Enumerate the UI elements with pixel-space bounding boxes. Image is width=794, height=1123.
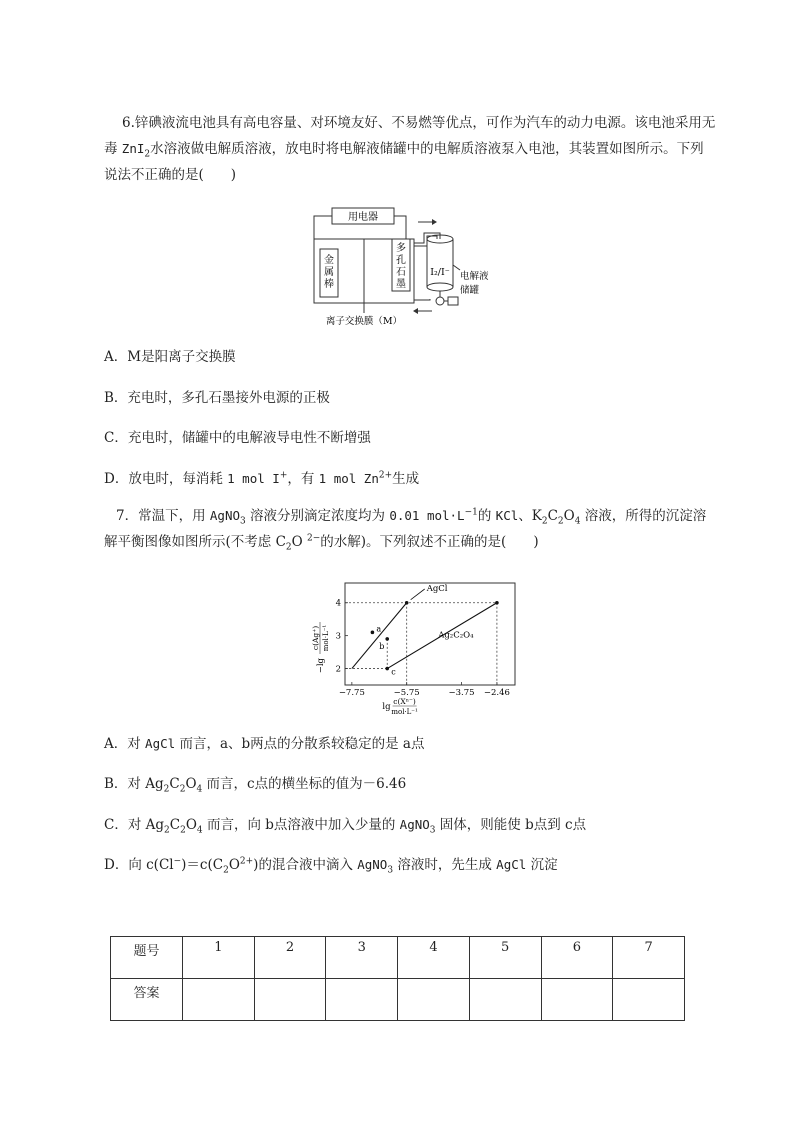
q7-d-sup2: 2+	[239, 856, 254, 867]
pump-motor	[448, 297, 458, 305]
question-number-cell: 4	[398, 937, 470, 979]
q7-d-t5: 溶液时，先生成	[393, 857, 497, 873]
q7-kcl: KCl	[495, 508, 519, 523]
arrow-bottom-head	[413, 308, 418, 314]
q7-c2o: C	[275, 534, 286, 550]
answer-cell[interactable]	[613, 979, 685, 1021]
q7-agno: AgNO	[209, 508, 240, 523]
series-endpoint	[405, 601, 409, 605]
y-tick-label: 2	[335, 664, 341, 675]
right-wire	[394, 216, 406, 239]
x-tick-label: −2.46	[483, 688, 510, 698]
question-number-cell: 3	[326, 937, 398, 979]
q7-b-c: C	[169, 776, 180, 792]
question-number-cell: 7	[613, 937, 685, 979]
q6-option-d	[104, 469, 419, 489]
series-endpoint	[495, 601, 499, 605]
q7-c-c: C	[169, 817, 181, 833]
series-label-ag2c2o4: Ag₂C₂O₄	[438, 630, 474, 641]
right-electrode-char-3: 石	[396, 267, 406, 278]
x-tick-label: −7.75	[338, 688, 365, 698]
q6-option-c	[104, 428, 371, 448]
q7-b-o: O	[185, 776, 197, 792]
q7-a-agcl: AgCl	[145, 736, 176, 751]
q7-b-s1: 2	[163, 784, 170, 795]
y-axis-label	[311, 622, 330, 673]
chart-frame	[345, 583, 515, 685]
q7-t3: 的	[477, 508, 496, 524]
answer-cell[interactable]	[254, 979, 326, 1021]
q6-formula-sub: 2	[144, 149, 151, 160]
question-7	[104, 503, 716, 555]
right-electrode-label	[396, 242, 406, 290]
q7-b-t2: 而言，c点的横坐标的值为－6.46	[202, 776, 407, 792]
q7-o2: O	[291, 534, 307, 550]
q7-d-t3: O	[228, 857, 240, 873]
q7-a-t1: A．对	[104, 736, 146, 752]
q7-option-a	[104, 734, 424, 754]
answer-cell[interactable]	[541, 979, 613, 1021]
q7-sub-c: 4	[574, 516, 581, 527]
q7-sup2: 2−	[307, 533, 321, 544]
q6-number: 6.	[122, 115, 135, 131]
q7-c-o: O	[185, 817, 197, 833]
q7-sub-b: 2	[557, 516, 564, 527]
q6-option-a	[104, 347, 236, 367]
q7-d-t2: )＝c(C	[181, 857, 224, 873]
question-number-cell: 2	[254, 937, 326, 979]
q7-sup: −1	[464, 507, 478, 518]
left-electrode-label	[324, 253, 334, 290]
left-electrode-char-3: 棒	[324, 279, 334, 290]
q7-sub3: 3	[240, 516, 246, 527]
agcl-leader	[411, 589, 425, 600]
y-tick-label: 4	[335, 598, 341, 609]
q6-option-d-mol2: 1 mol Zn	[318, 471, 379, 486]
q6-option-d-t1: D．放电时，每消耗	[104, 471, 228, 487]
q7-b-t1: B．对	[104, 776, 146, 792]
q6-option-d-sup1: +	[279, 470, 288, 481]
q6-formula: ZnI	[121, 141, 145, 156]
answer-cell[interactable]	[183, 979, 255, 1021]
right-electrode-char-1: 多	[396, 243, 406, 254]
q7-d-t1: D．向 c(Cl	[104, 857, 174, 873]
q6-text-1: 锌碘液流电池具有高电容量、对环境友好、不易燃等优点，可作为汽车的动力电源。该电池采用无毒	[104, 115, 716, 157]
q7-option-c	[104, 815, 586, 835]
q6-option-d-sup2: 2+	[378, 470, 393, 481]
q7-t2: 溶液分别滴定浓度均为	[245, 508, 390, 524]
point-a	[371, 631, 375, 635]
q7-a-t2: 而言，a、b两点的分散系较稳定的是 a点	[175, 736, 425, 752]
point-label-b: b	[379, 641, 385, 651]
q7-c: C	[547, 508, 558, 524]
battery-diagram	[300, 203, 520, 331]
left-electrode-char-1: 金	[324, 255, 334, 266]
answer-table	[110, 936, 685, 1021]
q7-d-sup1: −	[173, 856, 182, 867]
q7-d-s1: 2	[223, 865, 229, 876]
q7-option-b	[104, 774, 406, 794]
q7-d-t4: )的混合液中滴入	[253, 857, 358, 873]
point-label-a: a	[376, 624, 382, 634]
q6-option-d-t2: ，有	[287, 471, 319, 487]
point-label-c: c	[391, 667, 396, 677]
q7-c-agno: AgNO	[399, 817, 430, 832]
pipe-bottom	[414, 299, 430, 300]
q6-text-2: 水溶液做电解质溶液，放电时将电解液储罐中的电解质溶液泵入电池，其装置如图所示。下列说法不正确的是( )	[104, 141, 704, 183]
pipe-top-2	[414, 236, 437, 246]
x-axis-denominator: mol·L⁻¹	[391, 708, 418, 715]
question-number-cell: 6	[541, 937, 613, 979]
q7-t5: 溶液，所得的沉淀溶解平衡图像如图所示(不考虑	[104, 508, 707, 550]
y-axis-numerator: c(Ag⁺)	[311, 625, 320, 651]
answer-cell[interactable]	[326, 979, 398, 1021]
q7-t4: 、	[518, 508, 532, 524]
answer-label: 答案	[111, 979, 183, 1021]
q7-c-s3: 4	[196, 825, 203, 836]
q7-sub-a: 2	[541, 516, 548, 527]
question-number-label: 题号	[111, 937, 183, 979]
q7-d-agcl: AgCl	[496, 857, 527, 872]
q7-conc: 0.01 mol·L	[389, 508, 465, 523]
q7-k: K	[531, 508, 542, 524]
question-number-cell: 1	[183, 937, 255, 979]
answer-cell[interactable]	[398, 979, 470, 1021]
membrane-label: 离子交换膜（M）	[325, 316, 403, 327]
x-tick-label: −3.75	[448, 688, 475, 698]
x-tick-label: −5.75	[393, 688, 420, 698]
device-label: 用电器	[348, 212, 378, 223]
q6-option-c-text: C．充电时，储罐中的电解液导电性不断增强	[104, 430, 371, 446]
left-wire	[314, 216, 332, 239]
q7-c-s4: 3	[429, 825, 436, 836]
solubility-chart	[300, 575, 530, 715]
q7-b-s3: 4	[196, 784, 203, 795]
q7-t1: 7．常温下，用	[116, 508, 210, 524]
q7-c-t1: C．对	[104, 817, 146, 833]
point-b	[385, 637, 389, 641]
right-electrode-char-4: 墨	[396, 279, 406, 290]
q7-o: O	[563, 508, 575, 524]
q7-c-s2: 2	[180, 825, 186, 836]
answer-table-answer-row	[111, 979, 685, 1021]
answer-cell[interactable]	[469, 979, 541, 1021]
right-electrode-char-2: 孔	[396, 255, 406, 266]
q6-option-a-text: A．M是阳离子交换膜	[104, 349, 236, 365]
y-tick-label: 3	[335, 631, 341, 642]
q7-c-ag: Ag	[145, 817, 165, 833]
arrow-top-head	[432, 219, 437, 225]
q7-d-s2: 3	[387, 865, 394, 876]
point-c	[385, 667, 389, 671]
q7-sub-d: 2	[285, 542, 292, 553]
answer-table-header-row	[111, 937, 685, 979]
q7-b-ag: Ag	[145, 776, 164, 792]
tank-bottom	[427, 283, 453, 291]
q7-c-s1: 2	[164, 825, 170, 836]
q6-option-b	[104, 388, 330, 408]
q7-b-s2: 2	[179, 784, 186, 795]
q7-option-d	[104, 855, 558, 875]
q7-d-t6: 沉淀	[526, 857, 558, 873]
x-axis-numerator: c(Xⁿ⁻)	[393, 697, 416, 706]
series-line-agcl	[352, 603, 407, 669]
y-axis-prefix: −lg	[316, 658, 326, 674]
q7-t6: 的水解)。下列叙述不正确的是( )	[320, 534, 539, 550]
q7-c-t2: 而言，向 b点溶液中加入少量的	[202, 817, 400, 833]
tank-name-1: 电解液	[460, 271, 489, 282]
x-axis-prefix: lg	[382, 702, 391, 712]
pump-icon	[436, 297, 444, 305]
tank-name-2: 储罐	[460, 285, 480, 296]
question-number-cell: 5	[469, 937, 541, 979]
left-electrode-char-2: 属	[324, 267, 334, 278]
q7-c-t3: 固体，则能使 b点到 c点	[435, 817, 587, 833]
tank-label: I₂/I⁻	[430, 267, 450, 278]
q7-d-agno: AgNO	[357, 857, 388, 872]
y-axis-denominator: mol·L⁻¹	[322, 624, 330, 652]
q6-option-b-text: B．充电时，多孔石墨接外电源的正极	[104, 390, 330, 406]
q6-option-d-mol1: 1 mol I	[227, 471, 280, 486]
question-6	[104, 110, 716, 188]
series-label-agcl: AgCl	[426, 584, 448, 594]
q6-option-d-t3: 生成	[392, 471, 420, 487]
